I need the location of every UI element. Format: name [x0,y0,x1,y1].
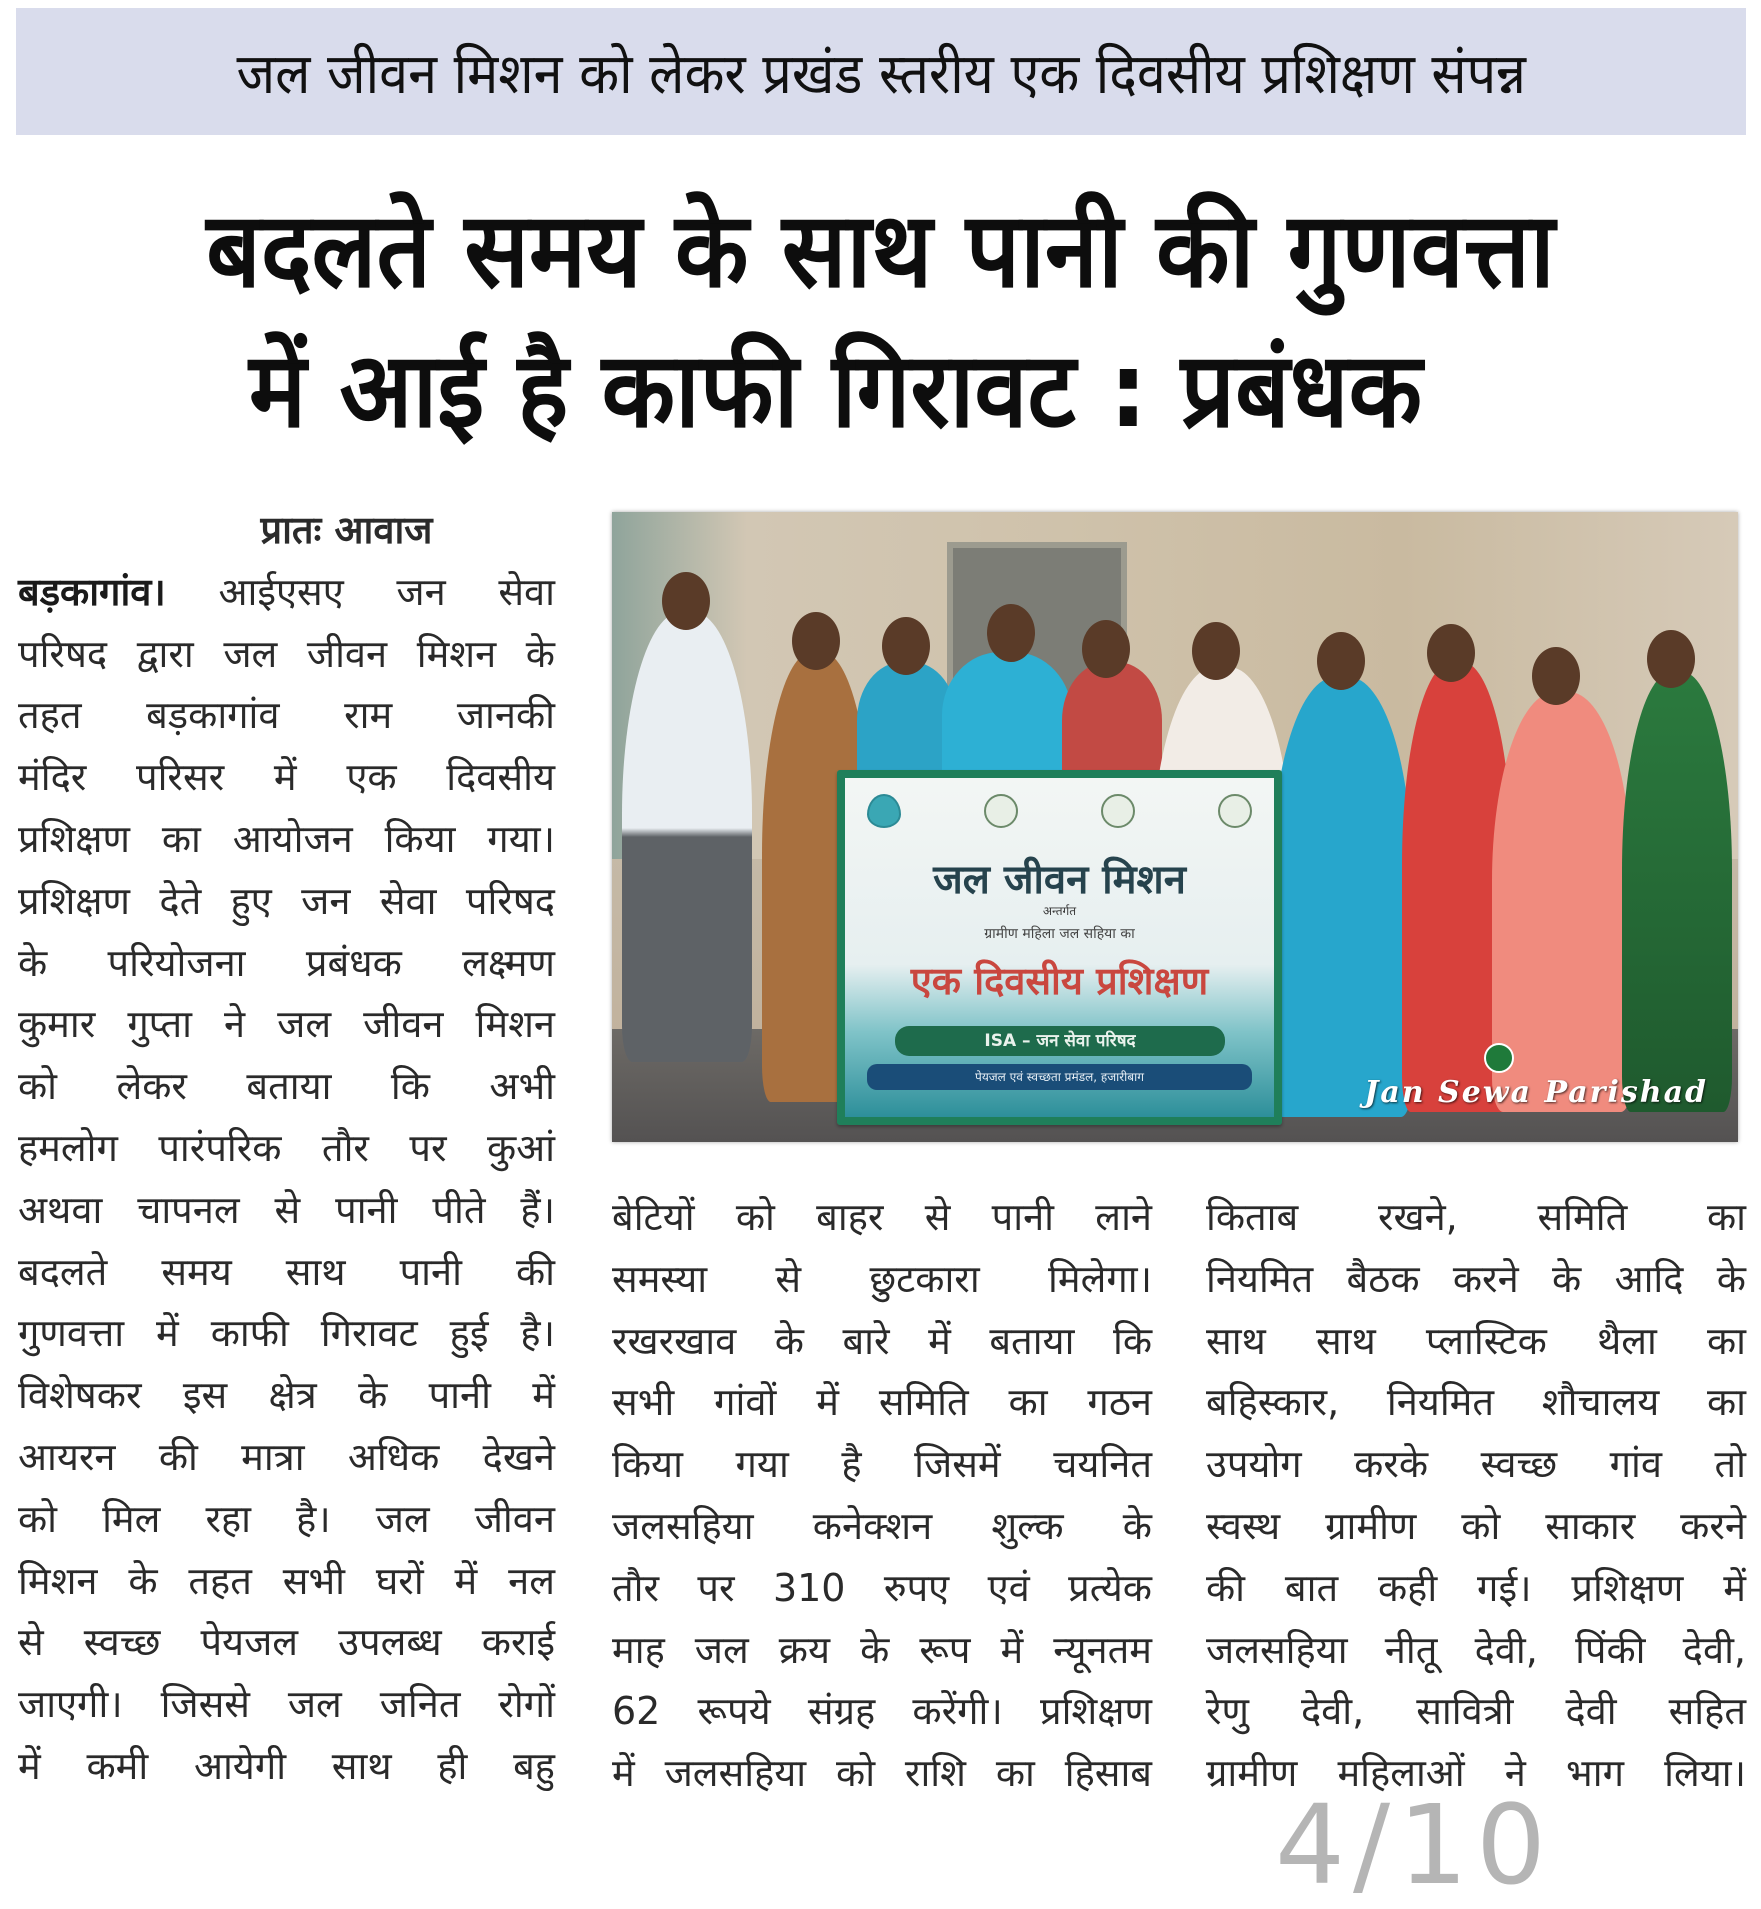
article-line: समस्या से छुटकारा मिलेगा। [612,1256,1152,1301]
article-line: में जलसहिया को राशि का हिसाब [612,1751,1152,1796]
banner-title: जल जीवन मिशन [933,857,1186,903]
article-line: बड़कागांव। आईएसए जन सेवा [18,569,555,614]
article-line: ग्रामीण महिलाओं ने भाग लिया। [1206,1751,1746,1796]
article-column-3 [1206,1187,1746,1805]
article-column-1 [18,500,555,1798]
person-head [1427,624,1475,682]
article-line: गुणवत्ता में काफी गिरावट हुई है। [18,1311,555,1356]
page-counter: 4/10 [1275,1781,1555,1909]
article-line: साथ साथ प्लास्टिक थैला का [1206,1318,1746,1363]
article-line: से स्वच्छ पेयजल उपलब्ध कराई [18,1620,555,1665]
person-head [1532,647,1580,705]
article-line: स्वस्थ ग्रामीण को साकार करने [1206,1503,1746,1548]
dateline: बड़कागांव। [18,569,166,614]
watermark-text: Jan Sewa Parishad [1364,1075,1708,1110]
water-drop-logo-icon [867,794,901,828]
government-emblem-icon [984,794,1018,828]
article-line: की बात कही गई। प्रशिक्षण में [1206,1565,1746,1610]
headline-line-1: बदलते समय के साथ पानी की गुणवत्ता [206,189,1555,311]
banner-subtitle-2: ग्रामीण महिला जल सहिया का [984,926,1135,942]
article-line: जलसहिया नीतू देवी, पिंकी देवी, [1206,1627,1746,1672]
article-column-2 [612,1187,1152,1805]
article-line: किया गया है जिसमें चयनित [612,1442,1152,1487]
headline-line-2: में आई है काफी गिरावट : प्रबंधक [248,329,1423,451]
banner-organization: ISA – जन सेवा परिषद [895,1026,1225,1056]
article-line: जाएगी। जिससे जल जनित रोगों [18,1682,555,1727]
article-line: रखरखाव के बारे में बताया कि [612,1318,1152,1363]
article-line: रेणु देवी, सावित्री देवी सहित [1206,1689,1746,1734]
person-head [987,604,1035,662]
article-photo [612,512,1738,1142]
person-head [1082,620,1130,678]
department-seal-icon [1218,794,1252,828]
article-line: बदलते समय साथ पानी की [18,1249,555,1294]
article-line: को मिल रहा है। जल जीवन [18,1496,555,1541]
article-line: प्रशिक्षण का आयोजन किया गया। [18,816,555,861]
person-head [1647,630,1695,688]
article-line: मंदिर परिसर में एक दिवसीय [18,755,555,800]
article-line: को लेकर बताया कि अभी [18,1064,555,1109]
person-man [622,612,752,1062]
article-line: बहिस्कार, नियमित शौचालय का [1206,1380,1746,1425]
article-line: जलसहिया कनेक्शन शुल्क के [612,1503,1152,1548]
article-line: अथवा चापनल से पानी पीते हैं। [18,1187,555,1232]
photo-watermark [1364,1043,1708,1110]
article-line: परिषद द्वारा जल जीवन मिशन के [18,631,555,676]
person-head [1192,622,1240,680]
person-head [882,617,930,675]
article-line: में कमी आयेगी साथ ही बहु [18,1743,555,1788]
article-line: तहत बड़कागांव राम जानकी [18,693,555,738]
article-line: सभी गांवों में समिति का गठन [612,1380,1152,1425]
byline: प्रातः आवाज [260,508,433,552]
article-line: विशेषकर इस क्षेत्र के पानी में [18,1373,555,1418]
article-line: किताब रखने, समिति का [1206,1195,1746,1239]
person-head [792,612,840,670]
jan-sewa-parishad-logo-icon [1484,1043,1514,1073]
kicker-headline: जल जीवन मिशन को लेकर प्रखंड स्तरीय एक दिवसीय प्रशिक्षण संपन्न [236,41,1526,107]
article-line: प्रशिक्षण देते हुए जन सेवा परिषद [18,878,555,923]
article-line: उपयोग करके स्वच्छ गांव तो [1206,1442,1746,1487]
main-headline [0,180,1761,460]
banner-logos [867,794,1252,828]
article-line: बेटियों को बाहर से पानी लाने [612,1195,1152,1239]
article-line: माह जल क्रय के रूप में न्यूनतम [612,1627,1152,1672]
person-head [1317,632,1365,690]
banner-footer: पेयजल एवं स्वच्छता प्रमंडल, हजारीबाग [867,1064,1252,1090]
article-line: तौर पर 310 रुपए एवं प्रत्येक [612,1565,1152,1610]
article-line: 62 रूपये संग्रह करेंगी। प्रशिक्षण [612,1689,1152,1734]
article-line: मिशन के तहत सभी घरों में नल [18,1558,555,1603]
article-line: आयरन की मात्रा अधिक देखने [18,1434,555,1479]
article-line: हमलोग पारंपरिक तौर पर कुआं [18,1125,555,1170]
person-head [662,572,710,630]
article-line: के परियोजना प्रबंधक लक्ष्मण [18,940,555,985]
training-banner [837,770,1282,1125]
article-line: नियमित बैठक करने के आदि के [1206,1256,1746,1301]
kicker-strip [16,8,1746,135]
swachh-bharat-logo-icon [1101,794,1135,828]
banner-subtitle-1: अन्तर्गत [1042,904,1077,918]
article-line: कुमार गुप्ता ने जल जीवन मिशन [18,1002,555,1047]
banner-training-text: एक दिवसीय प्रशिक्षण [910,959,1209,1003]
